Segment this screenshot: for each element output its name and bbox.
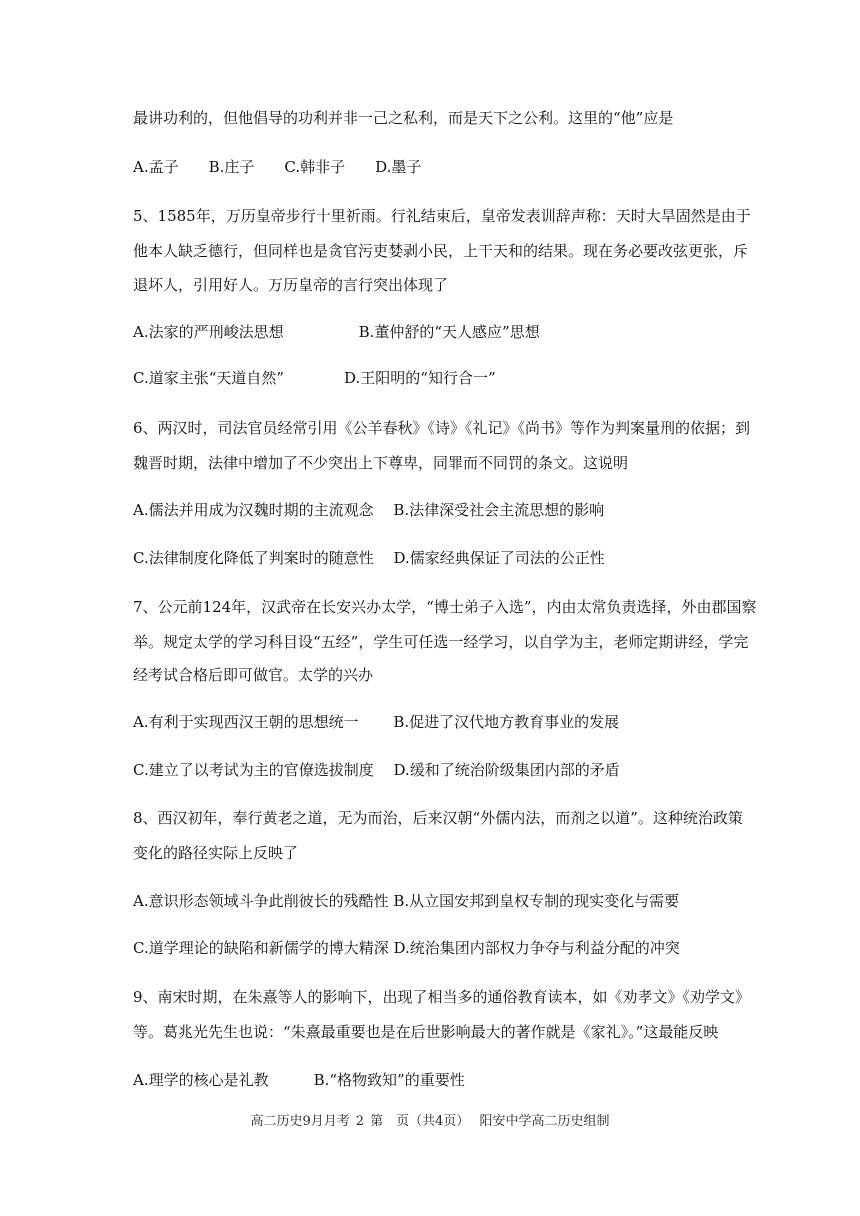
text-line: 魏晋时期，法律中增加了不少突出上下尊卑，同罪而不同罚的条文。这说明 — [133, 454, 629, 472]
question-7-options: C.建立了以考试为主的官僚选拔制度 D.缓和了统治阶级集团内部的矛盾 — [133, 761, 620, 779]
question-9-stem: 9、南宋时期，在朱熹等人的影响下，出现了相当多的通俗教育读本，如《劝孝文》《劝学文》 — [133, 988, 751, 1006]
question-7-stem: 7、公元前124年，汉武帝在长安兴办太学，“博士弟子入选”，内由太常负责选择，外由郡国察 — [133, 598, 757, 616]
page-footer — [0, 1110, 860, 1129]
text-line: 变化的路径实际上反映了 — [133, 844, 299, 862]
question-5-options: C.道家主张“天道自然” D.王阳明的“知行合一” — [133, 369, 496, 387]
question-8-stem: 8、西汉初年，奉行黄老之道，无为而治，后来汉朝“外儒内法，而剂之以道”。这种统治政策 — [133, 809, 743, 827]
footer-school: 阳安中学高二历史组制 — [479, 1114, 610, 1129]
question-8-options: C.道学理论的缺陷和新儒学的博大精深 D.统治集团内部权力争夺与利益分配的冲突 — [133, 939, 680, 957]
footer-exam-title: 高二历史9月月考 — [250, 1114, 350, 1129]
text-line: 举。规定太学的学习科目设“五经”，学生可任选一经学习，以自学为主，老师定期讲经，学完 — [133, 633, 749, 651]
question-6-options: C.法律制度化降低了判案时的随意性 D.儒家经典保证了司法的公正性 — [133, 549, 605, 567]
question-4-options: A.孟子 B.庄子 C.韩非子 D.墨子 — [133, 158, 422, 176]
question-6-stem: 6、两汉时，司法官员经常引用《公羊春秋》《诗》《礼记》《尚书》等作为判案量刑的依据；到 — [133, 419, 751, 437]
text-line: 退坏人，引用好人。万历皇帝的言行突出体现了 — [133, 276, 449, 294]
text-line: 他本人缺乏德行，但同样也是贪官污吏婪剥小民，上干天和的结果。现在务必要改弦更张，斥 — [133, 242, 749, 260]
text-line: 最讲功利的，但他倡导的功利并非一己之私利，而是天下之公利。这里的“他”应是 — [133, 109, 674, 127]
question-6-options: A.儒法并用成为汉魏时期的主流观念 B.法律深受社会主流思想的影响 — [133, 501, 605, 519]
question-9-options: A.理学的核心是礼教 B.“格物致知”的重要性 — [133, 1071, 465, 1089]
footer-page-number: 2 — [355, 1114, 365, 1129]
question-5-stem: 5、1585年，万历皇帝步行十里祈雨。行礼结束后，皇帝发表训辞声称：天时大旱固然是由于 — [133, 207, 751, 225]
text-line: 等。葛兆光先生也说：“朱熹最重要也是在后世影响最大的著作就是《家礼》。”这最能反映 — [133, 1023, 719, 1041]
question-8-options: A.意识形态领域斗争此削彼长的残酷性 B.从立国安邦到皇权专制的现实变化与需要 — [133, 892, 680, 910]
question-7-options: A.有利于实现西汉王朝的思想统一 B.促进了汉代地方教育事业的发展 — [133, 713, 620, 731]
text-line: 经考试合格后即可做官。太学的兴办 — [133, 666, 374, 684]
footer-page-info: 第 页（共4页） — [370, 1114, 470, 1129]
question-5-options: A.法家的严刑峻法思想 B.董仲舒的“天人感应”思想 — [133, 323, 540, 341]
